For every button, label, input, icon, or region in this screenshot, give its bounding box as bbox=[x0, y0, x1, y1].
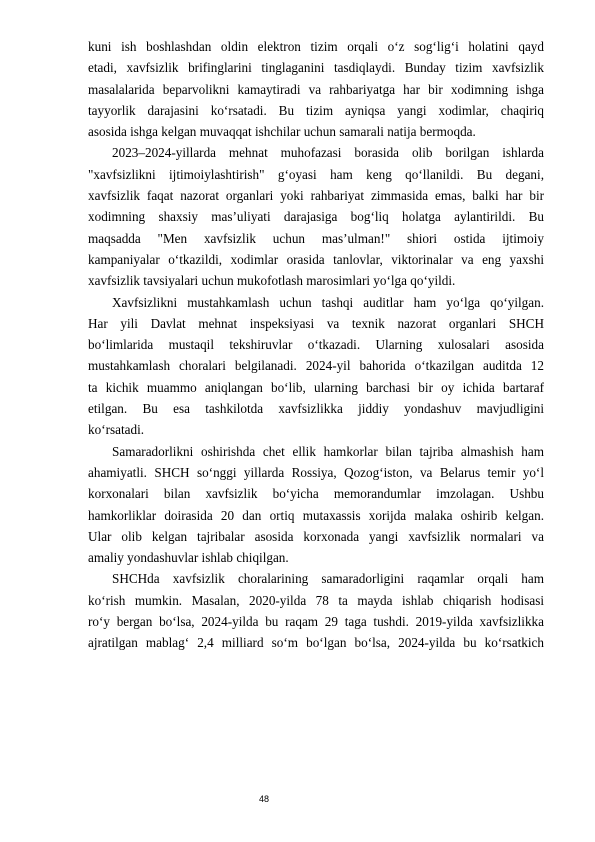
text-line: SHCHda xavfsizlik choralarining samaradorligini raqamlar orqali ham bbox=[112, 571, 544, 587]
text-line: masalalarida beparvolikni kamaytiradi va rahbariyatga har bir xodimning ishga bbox=[88, 81, 544, 97]
text-line: ajratilgan mablag‘ 2,4 milliard so‘m bo‘lgan bo‘lsa, 2024-yilda bu ko‘rsatkich bbox=[88, 635, 544, 651]
page-number: 48 bbox=[259, 794, 270, 804]
paragraph bbox=[88, 36, 544, 142]
paragraph bbox=[88, 292, 544, 441]
text-line: Ular olib kelgan tajribalar asosida korxonada yangi xavfsizlik normalari va bbox=[88, 528, 544, 544]
text-line: korxonalari bilan xavfsizlik bo‘yicha memorandumlar imzolagan. Ushbu bbox=[88, 486, 544, 502]
text-line: Har yili Davlat mehnat inspeksiyasi va texnik nazorat organlari SHCH bbox=[88, 315, 544, 331]
text-line: mustahkamlash choralari belgilanadi. 2024-yil bahorida o‘tkazilgan auditda 12 bbox=[88, 358, 544, 374]
text-line: Samaradorlikni oshirishda chet ellik hamkorlar bilan tajriba almashish ham bbox=[112, 443, 544, 459]
text-line: tayyorlik darajasini ko‘rsatadi. Bu tizim ayniqsa yangi xodimlar, chaqiriq bbox=[88, 102, 544, 118]
text-line: Xavfsizlikni mustahkamlash uchun tashqi auditlar ham yo‘lga qo‘yilgan. bbox=[112, 294, 544, 310]
text-line: etilgan. Bu esa tashkilotda xavfsizlikka jiddiy yondashuv mavjudligini bbox=[88, 401, 544, 417]
text-line: 2023–2024-yillarda mehnat muhofazasi borasida olib borilgan ishlarda bbox=[112, 145, 544, 161]
text-line: kuni ish boshlashdan oldin elektron tizim orqali o‘z sog‘lig‘i holatini qayd bbox=[88, 39, 544, 54]
text-line: ahamiyatli. SHCH so‘nggi yillarda Rossiya, Qozog‘iston, va Belarus temir yo‘l bbox=[88, 464, 544, 480]
text-line: xodimning shaxsiy mas’uliyati darajasiga bog‘liq holatga aylantirildi. Bu bbox=[88, 209, 544, 225]
text-line: ko‘rsatadi. bbox=[88, 422, 145, 438]
text-line: asosida ishga kelgan muvaqqat ishchilar uchun samarali natija bermoqda. bbox=[88, 124, 476, 140]
paragraph bbox=[88, 568, 544, 653]
text-line: xavfsizlik tavsiyalari uchun mukofotlash marosimlari yo‘lga qo‘yildi. bbox=[88, 273, 456, 289]
text-line: "xavfsizlikni ijtimoiylashtirish" g‘oyasi ham keng qo‘llanildi. Bu degani, bbox=[88, 166, 544, 182]
text-line: ro‘y bergan bo‘lsa, 2024-yilda bu raqam 29 taga tushdi. 2019-yilda xavfsizlikka bbox=[88, 614, 544, 630]
paragraph bbox=[88, 142, 544, 291]
paragraph bbox=[88, 441, 544, 569]
text-line: maqsadda "Men xavfsizlik uchun mas’ulman!" shiori ostida ijtimoiy bbox=[88, 230, 544, 246]
text-line: bo‘limlarida mustaqil tekshiruvlar o‘tkazadi. Ularning xulosalari asosida bbox=[88, 337, 544, 353]
text-line: ko‘rish mumkin. Masalan, 2020-yilda 78 ta mayda ishlab chiqarish hodisasi bbox=[88, 592, 544, 608]
text-line: hamkorliklar doirasida 20 dan ortiq mutaxassis xorijda malaka oshirib kelgan. bbox=[88, 507, 544, 523]
document-body bbox=[88, 36, 544, 654]
text-line: amaliy yondashuvlar ishlab chiqilgan. bbox=[88, 550, 289, 566]
text-line: ta kichik muammo aniqlangan bo‘lib, ularning barchasi bir oy ichida bartaraf bbox=[88, 379, 544, 395]
text-line: xavfsizlik faqat nazorat organlari yoki rahbariyat zimmasida emas, balki har bir bbox=[88, 188, 544, 204]
text-line: kampaniyalar o‘tkazildi, xodimlar orasida tanlovlar, viktorinalar va eng yaxshi bbox=[88, 251, 544, 267]
text-line: etadi, xavfsizlik brifinglarini tinglaganini tasdiqlaydi. Bunday tizim xavfsizlik bbox=[88, 60, 544, 76]
